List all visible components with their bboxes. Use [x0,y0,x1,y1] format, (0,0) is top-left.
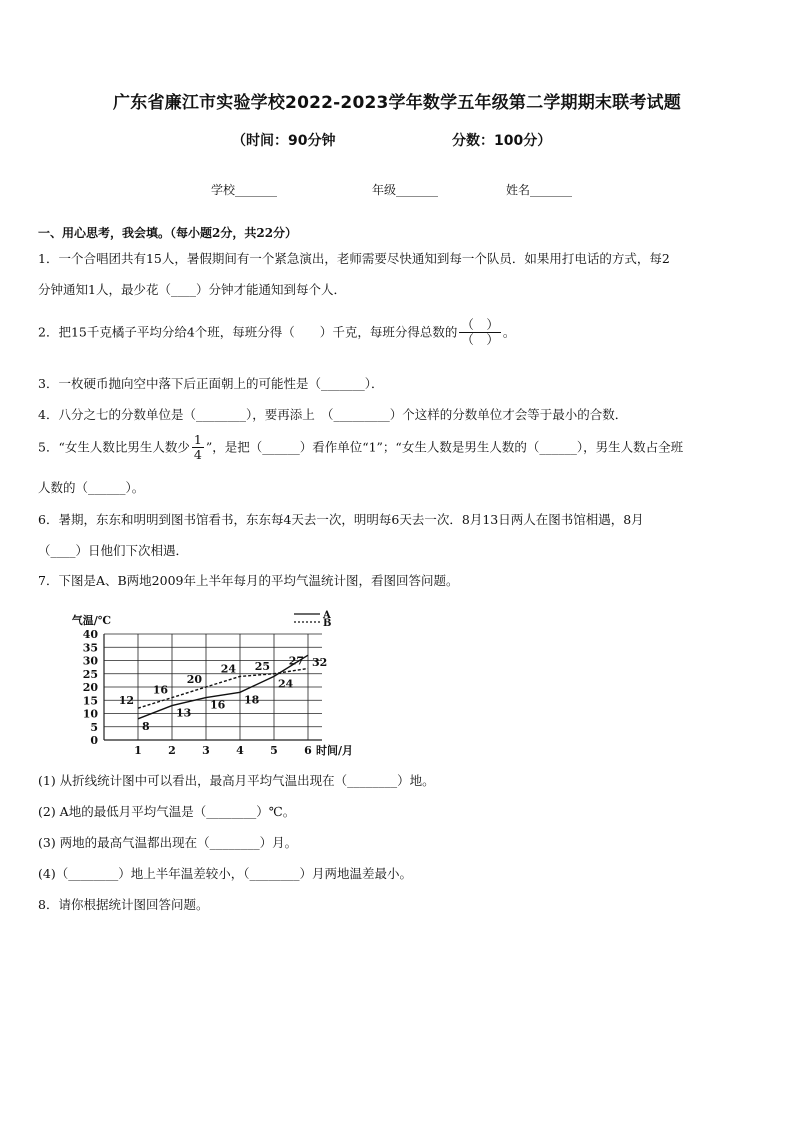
school-label: 学校 [211,183,236,197]
grade-blank[interactable]: _______ [396,183,439,197]
data-label: 24 [220,662,236,676]
question-2-end: 。 [502,324,516,340]
question-1-line-1: 1．一个合唱团共有15人，暑假期间有一个紧急演出，老师需要尽快通知到每一个队员．如果用打电话的方式，每2 [38,251,670,266]
question-1-line-2: 分钟通知1人，最少花（____）分钟才能通知到每个人． [38,282,346,297]
y-tick-label: 20 [82,681,98,694]
data-label: 27 [288,654,304,668]
y-tick-label: 40 [82,628,98,641]
grade-label: 年级 [372,183,397,197]
y-tick-label: 25 [82,667,98,681]
question-7-sub-1: (1) 从折线统计图中可以看出，最高月平均气温出现在（________）地。 [38,773,435,788]
question-5-line-2: 人数的（______）。 [38,480,145,495]
name-blank[interactable]: _______ [530,183,573,197]
question-3: 3．一枚硬币抛向空中落下后正面朝上的可能性是（_______）． [38,376,384,391]
x-tick-label: 3 [202,744,210,757]
data-label: 32 [312,656,328,670]
data-label: 8 [142,719,150,733]
question-8: 8．请你根据统计图回答问题。 [38,897,209,912]
y-tick-label: 10 [82,707,98,721]
x-tick-label: 2 [168,744,176,757]
data-label: 16 [210,698,226,712]
x-tick-label: 1 [134,744,142,757]
x-tick-label: 4 [236,744,244,757]
question-4: 4．八分之七的分数单位是（________），要再添上 （_________）个这样的分数单位才会等于最小的合数． [38,407,628,422]
data-label: 16 [152,683,168,697]
name-field [506,181,572,198]
y-axis-label: 气温/℃ [71,614,111,627]
name-label: 姓名 [506,183,531,197]
y-tick-label: 15 [82,694,98,708]
section-heading: 一、用心思考，我会填。（每小题2分，共22分） [38,226,298,240]
grade-field [372,181,438,198]
data-label: 20 [186,673,202,686]
fraction-denominator: 4 [193,447,202,462]
x-tick-label: 6 [304,744,312,757]
question-6-line-1: 6．暑期，东东和明明到图书馆看书，东东每4天去一次，明明每6天去一次．8月13日两人在图书馆相遇，8月 [38,512,644,527]
school-field [211,181,277,198]
data-label: 18 [244,693,260,707]
question-2-text: 2．把15千克橘子平均分给4个班，每班分得（ ）千克，每班分得总数的 [38,324,458,340]
question-2-fraction [459,318,501,347]
y-tick-label: 35 [82,641,98,655]
exam-score: 分数：100分） [452,133,552,149]
x-tick-label: 5 [270,744,278,757]
question-5-line-1 [38,433,683,462]
temperature-line-chart [44,608,374,758]
question-6-line-2: （____）日他们下次相遇． [38,543,189,558]
question-7: 7．下图是A、B两地2009年上半年每月的平均气温统计图，看图回答问题。 [38,573,459,588]
question-2 [38,318,515,347]
data-label: 25 [254,659,270,673]
fraction-denominator: （ ） [461,332,499,347]
school-blank[interactable]: _______ [235,183,278,197]
question-7-sub-3: (3) 两地的最高气温都出现在（________）月。 [38,835,298,850]
fraction-numerator: 1 [193,432,202,447]
fraction-numerator: （ ） [461,317,499,332]
legend-label: B [323,618,332,629]
y-tick-label: 30 [82,654,98,668]
page-title: 广东省廉江市实验学校2022-2023学年数学五年级第二学期期末联考试题 [113,93,681,113]
exam-time: （时间：90分钟 [232,133,336,149]
y-tick-label: 5 [90,720,98,734]
question-5-fraction [192,433,204,462]
data-label: 24 [278,677,294,691]
question-7-sub-2: (2) A地的最低月平均气温是（________）℃。 [38,804,296,819]
data-label: 12 [118,694,134,708]
question-7-sub-4: (4)（________）地上半年温差较小，（________）月两地温差最小。 [38,866,412,881]
y-tick-label: 0 [90,734,98,747]
legend-label: A [323,610,331,621]
question-5-post: ”，是把（______）看作单位“1”；“女生人数是男生人数的（______），男生人数占全班 [205,439,684,455]
data-label: 13 [176,706,192,720]
question-5-pre: 5．“女生人数比男生人数少 [38,439,190,455]
x-axis-label: 时间/月 [316,744,354,757]
